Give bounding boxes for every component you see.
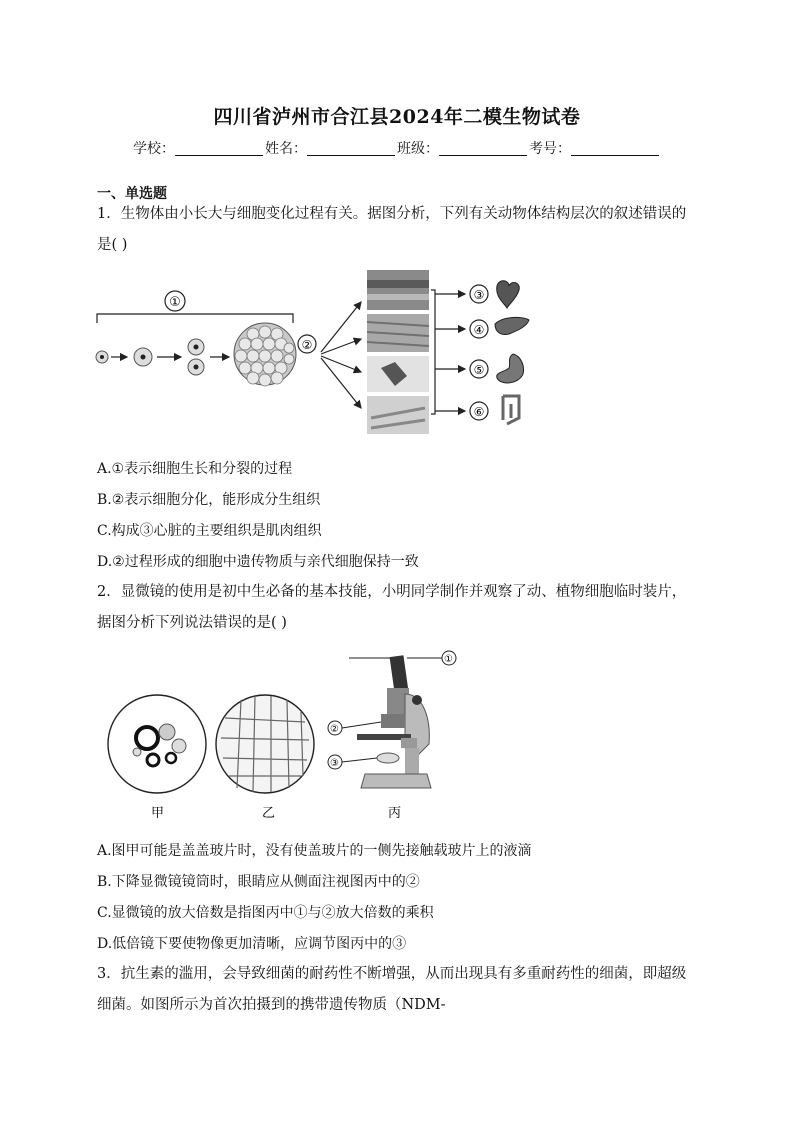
header-info <box>0 138 794 158</box>
label-6: ⑥ <box>473 405 485 419</box>
q2-option-d[interactable]: D.低倍镜下要使物像更加清晰，应调节图丙中的③ <box>97 936 407 952</box>
stomach-icon <box>497 354 524 383</box>
mic-label-1: ① <box>444 654 453 665</box>
label-2: ② <box>301 338 313 352</box>
slide-yi <box>216 695 314 793</box>
tissue-images <box>367 270 429 434</box>
exam-number-field[interactable]: 考号： <box>529 138 661 158</box>
label-5: ⑤ <box>473 363 485 377</box>
slide-jia <box>108 695 206 793</box>
q1-option-c[interactable]: C.构成③心脏的主要组织是肌肉组织 <box>97 523 322 539</box>
cell-cluster <box>234 323 296 386</box>
school-field[interactable]: 学校： <box>133 138 265 158</box>
intestine-icon <box>503 396 519 424</box>
q2-option-a[interactable]: A.图甲可能是盖盖玻片时，没有使盖玻片的一侧先接触载玻片上的液滴 <box>97 843 532 859</box>
q2-figure <box>105 648 465 824</box>
mic-label-3: ③ <box>330 758 339 769</box>
heart-icon <box>497 281 520 308</box>
caption-bing: 丙 <box>388 806 402 821</box>
q1-option-d[interactable]: D.②过程形成的细胞中遗传物质与亲代细胞保持一致 <box>97 554 419 570</box>
question-3-stem: 3．抗生素的滥用，会导致细菌的耐药性不断增强，从而出现具有多重耐药性的细菌，即超级细菌。如图所示为首次拍摄到的携带遗传物质（NDM- <box>97 966 687 1013</box>
class-field[interactable]: 班级： <box>397 138 529 158</box>
page-title: 四川省泸州市合江县2024年二模生物试卷 <box>213 106 581 128</box>
caption-jia: 甲 <box>151 806 165 821</box>
label-4: ④ <box>473 323 485 337</box>
caption-yi: 乙 <box>262 806 276 821</box>
q1-figure <box>95 268 535 440</box>
label-3: ③ <box>473 288 485 302</box>
microscope <box>349 651 456 788</box>
name-field[interactable]: 姓名： <box>265 138 397 158</box>
bracket-line <box>97 314 293 323</box>
question-1-stem: 1．生物体由小长大与细胞变化过程有关。据图分析，下列有关动物体结构层次的叙述错误的是( ) <box>97 206 687 253</box>
q2-option-b[interactable]: B.下降显微镜镜筒时，眼睛应从侧面注视图丙中的② <box>97 874 420 890</box>
q1-option-b[interactable]: B.②表示细胞分化，能形成分生组织 <box>97 492 321 508</box>
question-2-stem: 2．显微镜的使用是初中生必备的基本技能，小明同学制作并观察了动、植物细胞临时装片，据图分析下列说法错误的是( ) <box>97 584 687 631</box>
liver-icon <box>495 317 529 334</box>
label-1: ① <box>169 295 181 310</box>
q2-option-c[interactable]: C.显微镜的放大倍数是指图丙中①与②放大倍数的乘积 <box>97 905 434 921</box>
section-title: 一、单选题 <box>97 186 167 202</box>
q1-option-a[interactable]: A.①表示细胞生长和分裂的过程 <box>97 461 293 477</box>
mic-label-2: ② <box>330 724 339 735</box>
